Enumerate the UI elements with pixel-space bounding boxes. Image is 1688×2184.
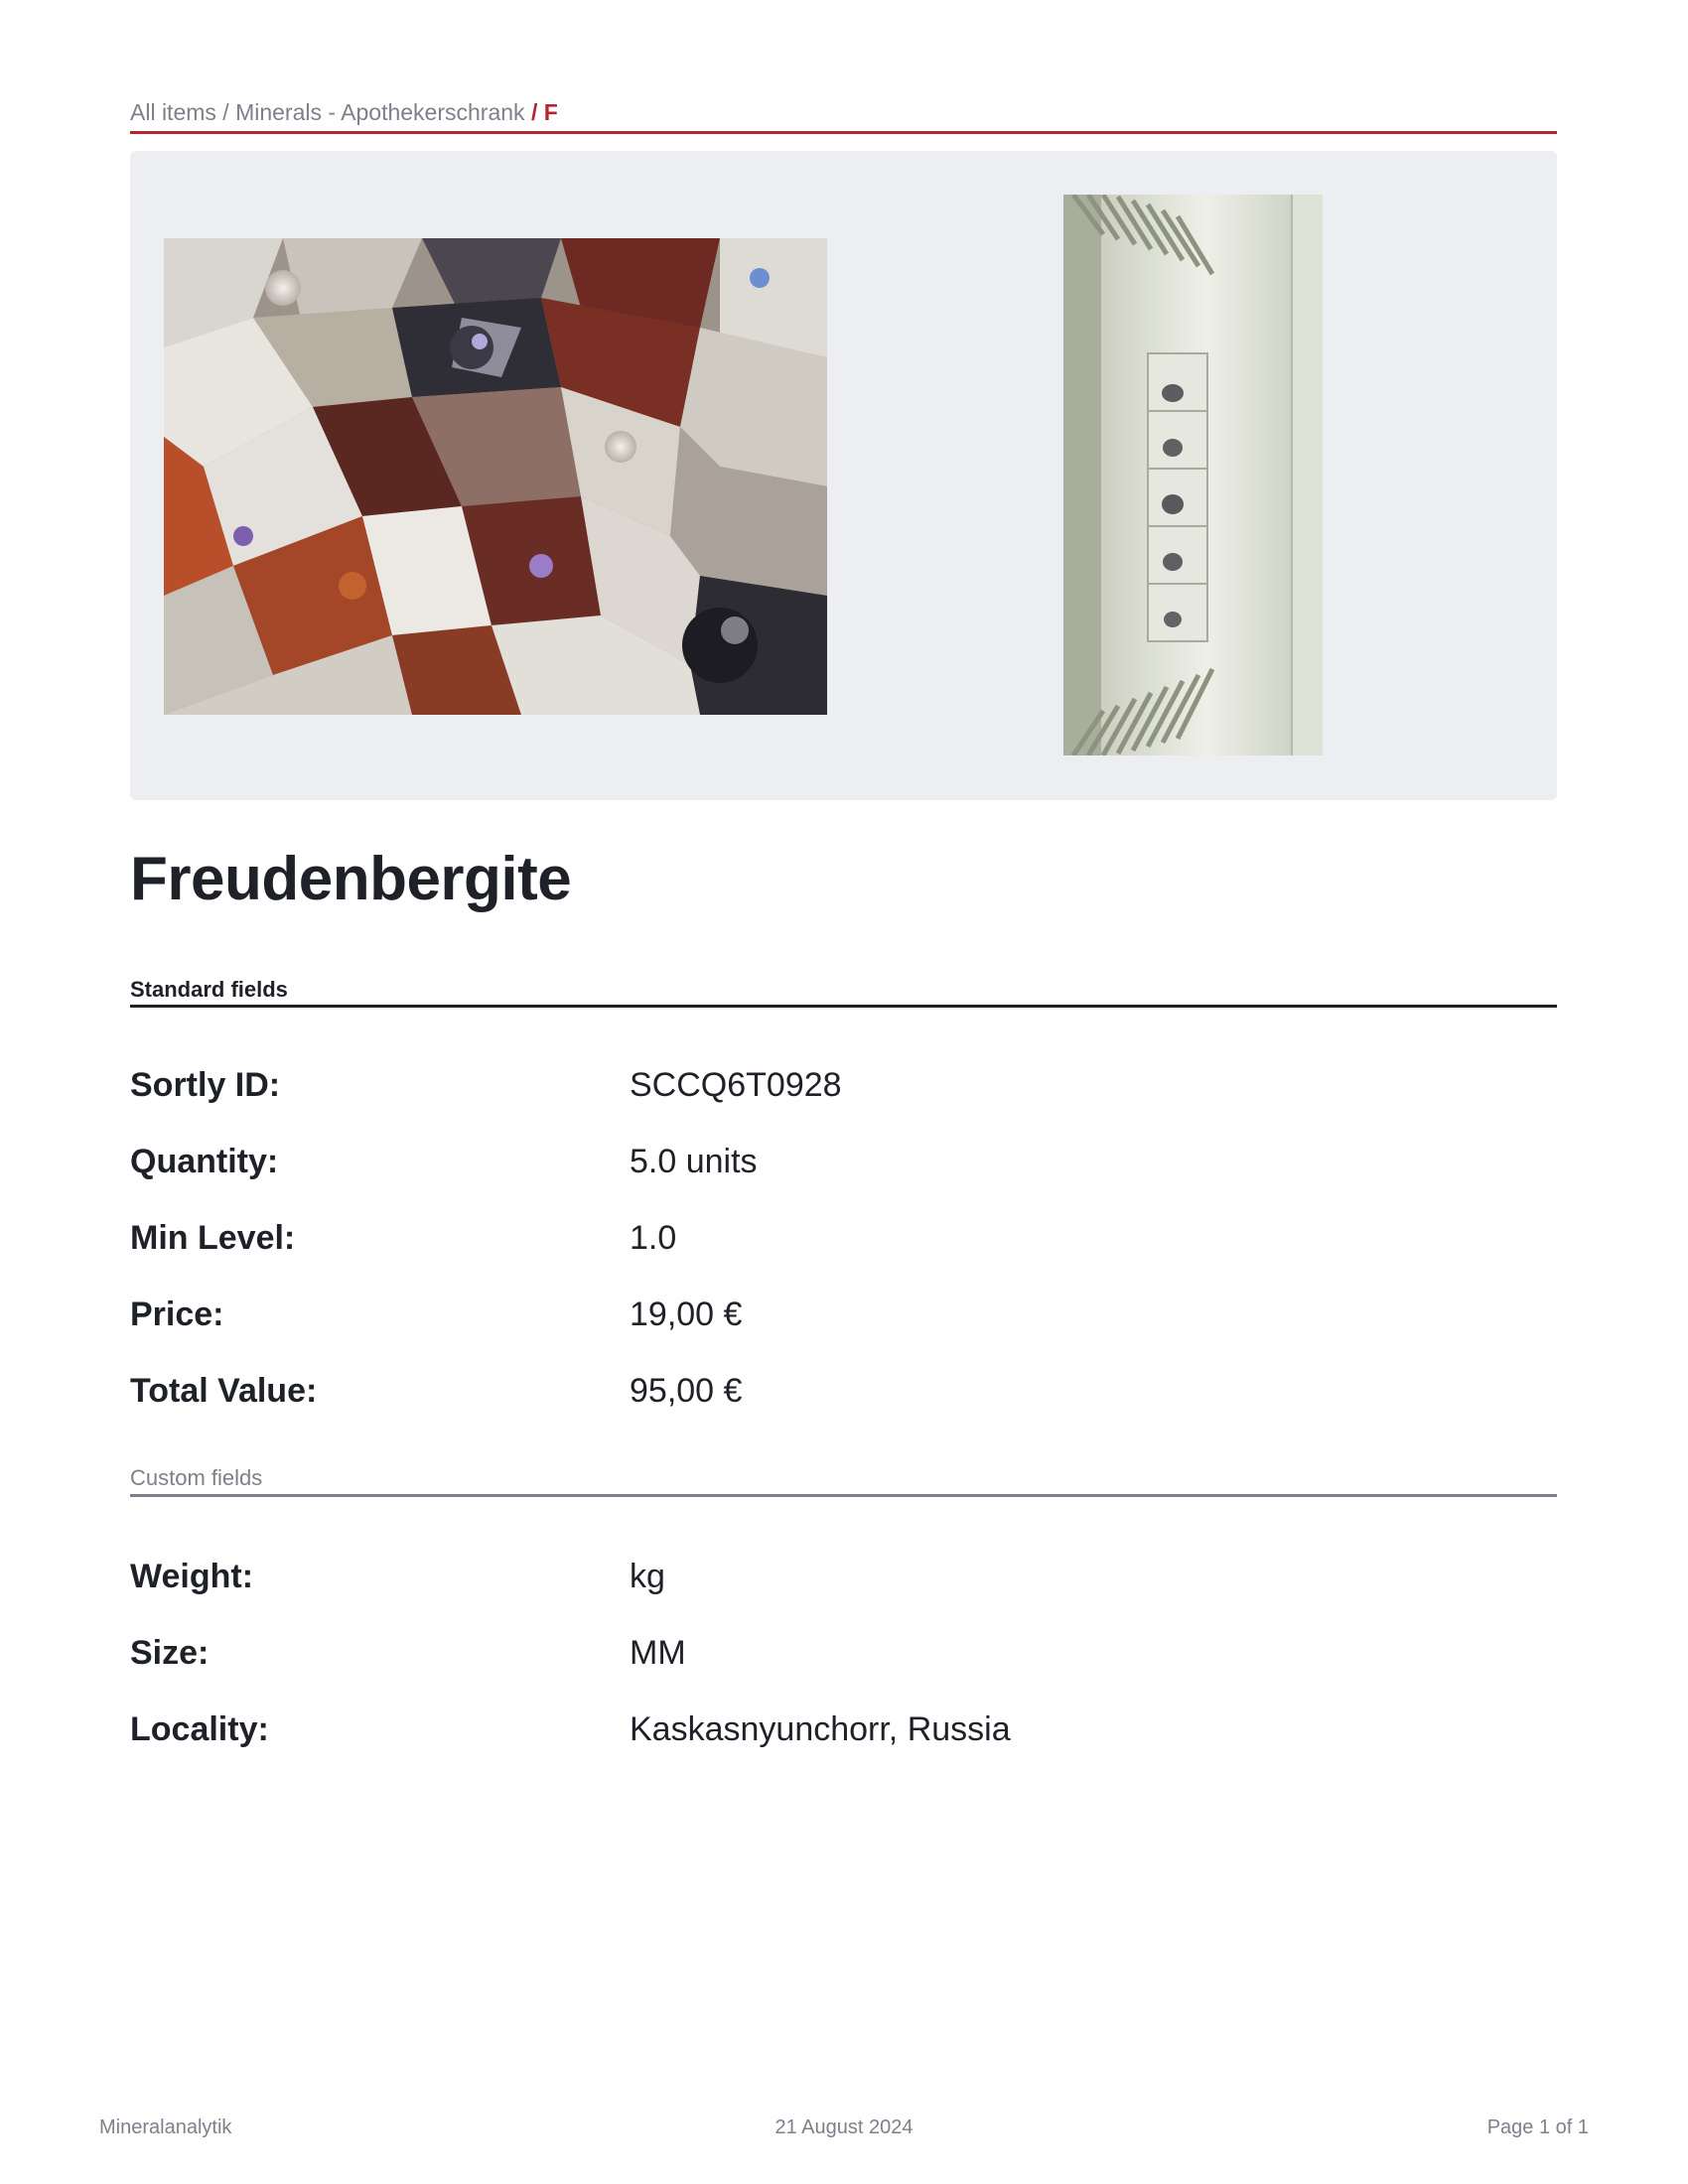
- field-row-total-value: [130, 1372, 1557, 1418]
- field-label: Sortly ID:: [130, 1066, 281, 1104]
- field-value: SCCQ6T0928: [630, 1066, 842, 1104]
- field-value: MM: [630, 1634, 686, 1672]
- field-value: 19,00 €: [630, 1296, 743, 1333]
- field-value: kg: [630, 1558, 665, 1595]
- field-value: 5.0 units: [630, 1143, 758, 1180]
- field-label: Quantity:: [130, 1143, 279, 1180]
- breadcrumb: [130, 99, 558, 126]
- field-row-quantity: [130, 1143, 1557, 1188]
- footer-company: Mineralanalytik: [99, 2116, 232, 2138]
- mineral-specimen-photo[interactable]: [164, 238, 827, 715]
- standard-fields-divider: [130, 1005, 1557, 1008]
- standard-fields-heading: Standard fields: [130, 977, 288, 1002]
- field-label: Min Level:: [130, 1219, 296, 1257]
- field-row-min-level: [130, 1219, 1557, 1265]
- field-row-size: [130, 1634, 1557, 1680]
- field-row-weight: [130, 1558, 1557, 1603]
- footer-date: 21 August 2024: [774, 2116, 914, 2138]
- breadcrumb-path[interactable]: All items / Minerals - Apothekerschrank: [130, 99, 531, 125]
- image-gallery: [130, 151, 1557, 800]
- field-value: Kaskasnyunchorr, Russia: [630, 1710, 1011, 1748]
- breadcrumb-current: / F: [530, 99, 558, 125]
- item-title: Freudenbergite: [130, 845, 572, 913]
- field-label: Price:: [130, 1296, 224, 1333]
- field-label: Locality:: [130, 1710, 269, 1748]
- field-value: 1.0: [630, 1219, 677, 1257]
- field-row-sortly-id: [130, 1066, 1557, 1112]
- field-value: 95,00 €: [630, 1372, 743, 1410]
- display-cabinet-photo[interactable]: [1063, 195, 1323, 755]
- custom-fields-heading: Custom fields: [130, 1465, 263, 1490]
- footer-page-number: Page 1 of 1: [1486, 2116, 1589, 2138]
- breadcrumb-divider: [130, 131, 1557, 134]
- field-label: Size:: [130, 1634, 210, 1672]
- field-row-locality: [130, 1710, 1557, 1756]
- custom-fields-divider: [130, 1494, 1557, 1497]
- field-label: Total Value:: [130, 1372, 318, 1410]
- field-row-price: [130, 1296, 1557, 1341]
- field-label: Weight:: [130, 1558, 254, 1595]
